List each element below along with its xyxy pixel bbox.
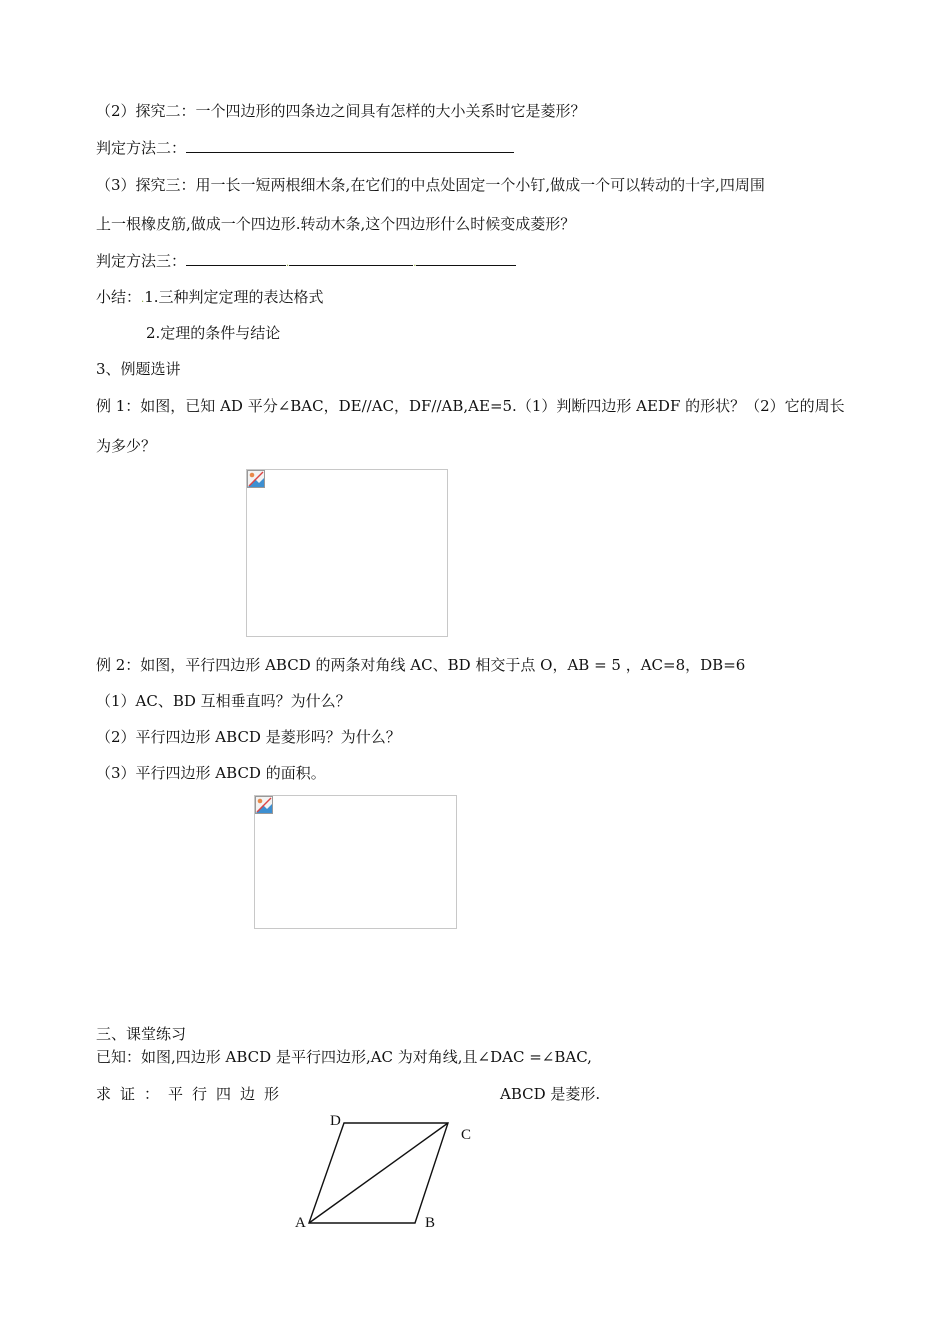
- diagonal-ac: [309, 1123, 448, 1223]
- practice-prove-right: ABCD 是菱形.: [500, 1085, 601, 1103]
- practice-given: 已知：如图,四边形 ABCD 是平行四边形,AC 为对角线,且∠DAC =∠BAC,: [96, 1048, 592, 1066]
- example2-q3: （3）平行四边形 ABCD 的面积。: [96, 764, 326, 782]
- example2-figure-placeholder: [254, 795, 457, 929]
- example2-q1: （1）AC、BD 互相垂直吗？为什么？: [96, 692, 351, 710]
- method3-label: 判定方法三：: [96, 252, 187, 270]
- method2-line: [96, 138, 514, 158]
- method2-answer-blank[interactable]: [186, 138, 514, 153]
- method3-line: [96, 251, 516, 274]
- practice-prove-left: 求证：平行四边形: [96, 1085, 289, 1103]
- examples-heading: 3、例题选讲: [96, 360, 181, 378]
- method3-blank-2[interactable]: [289, 251, 413, 266]
- method2-label: 判定方法二：: [96, 139, 187, 157]
- practice-heading: 三、课堂练习: [96, 1025, 187, 1043]
- vertex-label-a: A: [295, 1215, 306, 1231]
- summary-item-1: 1.三种判定定理的表达格式: [144, 288, 324, 306]
- example2-line1: 例 2：如图，平行四边形 ABCD 的两条对角线 AC、BD 相交于点 O，AB = 5 ，AC=8，DB=6: [96, 656, 746, 674]
- broken-image-icon: [255, 796, 273, 814]
- explore3-line2: 上一根橡皮筋,做成一个四边形.转动木条,这个四边形什么时候变成菱形？: [96, 215, 576, 233]
- marker-dot: .: [286, 258, 290, 269]
- marker-dot: .: [141, 294, 145, 305]
- summary-item-2: 2.定理的条件与结论: [146, 324, 281, 342]
- vertex-label-d: D: [330, 1113, 341, 1129]
- parallelogram-figure: [300, 1115, 470, 1235]
- explore2-text: （2）探究二：一个四边形的四条边之间具有怎样的大小关系时它是菱形？: [96, 102, 586, 120]
- summary-label: 小结：: [96, 288, 142, 306]
- method3-blank-3[interactable]: [416, 251, 516, 266]
- example1-figure-placeholder: [246, 469, 448, 637]
- marker-dot: .: [413, 258, 417, 269]
- example1-line2: 为多少？: [96, 437, 157, 455]
- method3-blank-1[interactable]: [186, 251, 286, 266]
- vertex-label-c: C: [461, 1127, 472, 1143]
- broken-image-icon: [247, 470, 265, 488]
- vertex-label-b: B: [425, 1215, 436, 1231]
- summary-line: [96, 287, 324, 310]
- example2-q2: （2）平行四边形 ABCD 是菱形吗？为什么？: [96, 728, 401, 746]
- explore3-line1: （3）探究三：用一长一短两根细木条,在它们的中点处固定一个小钉,做成一个可以转动的十字,四周围: [96, 176, 765, 194]
- example1-line1: 例 1：如图，已知 AD 平分∠BAC，DE//AC，DF//AB,AE=5.（1）判断四边形 AEDF 的形状？（2）它的周长: [96, 397, 845, 415]
